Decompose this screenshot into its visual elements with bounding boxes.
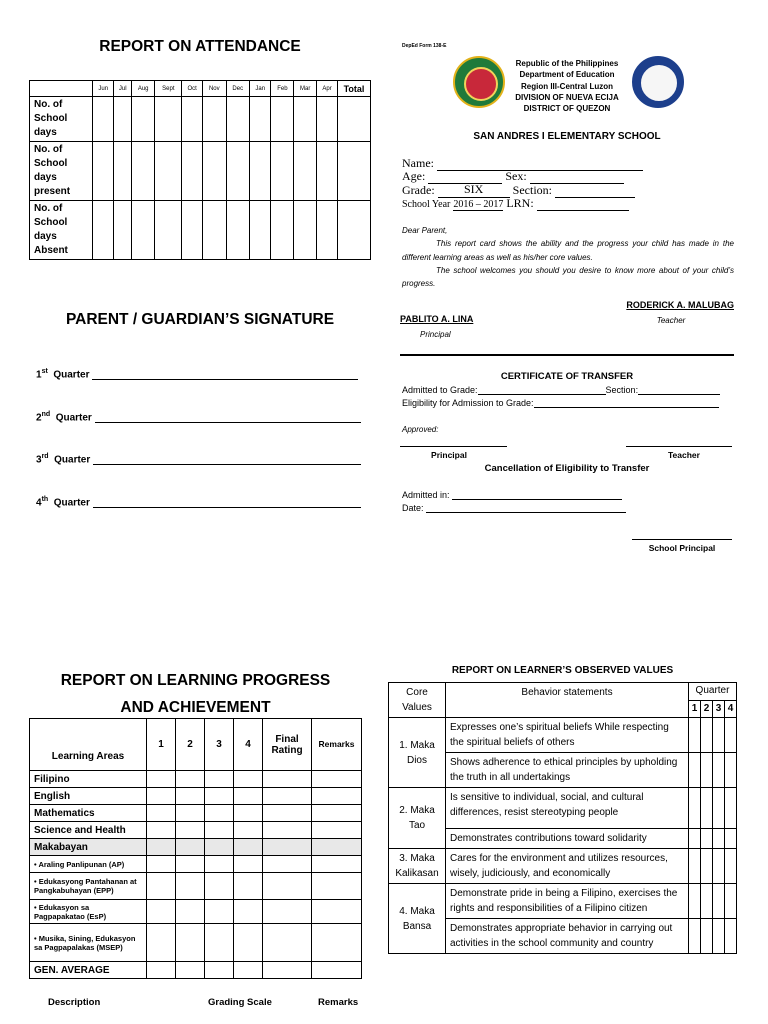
grade-cell[interactable]	[263, 839, 312, 856]
cancellation-title: Cancellation of Eligibility to Transfer	[484, 463, 650, 474]
progress-title: REPORT ON LEARNING PROGRESS AND ACHIEVEMENT	[60, 672, 331, 716]
learning-sub-area: • Araling Panlipunan (AP)	[30, 856, 147, 873]
month-header: Jun	[93, 81, 114, 97]
attendance-cell[interactable]	[338, 142, 371, 201]
signature-field[interactable]	[93, 507, 361, 508]
attendance-cell[interactable]	[182, 142, 203, 201]
grade-cell[interactable]	[147, 805, 176, 822]
grade-cell[interactable]	[234, 839, 263, 856]
school-name: SAN ANDRES I ELEMENTARY SCHOOL	[473, 131, 661, 142]
behavior-header: Behavior statements	[446, 683, 689, 718]
attendance-cell[interactable]	[317, 97, 338, 142]
admitted-in-row: Admitted in:	[402, 490, 622, 500]
attendance-cell[interactable]	[155, 97, 182, 142]
grade-cell[interactable]	[176, 873, 205, 900]
attendance-cell[interactable]	[249, 97, 270, 142]
learning-sub-area: • Edukasyon sa Pagpapakatao (EsP)	[30, 900, 147, 924]
quarter-header: 2	[701, 700, 713, 718]
grade-cell[interactable]	[147, 873, 176, 900]
quarter-header: 4	[234, 719, 263, 771]
remarks-header: Remarks	[312, 719, 362, 771]
month-header: Mar	[294, 81, 317, 97]
grade-cell[interactable]	[312, 788, 362, 805]
core-values-header: Core Values	[389, 683, 446, 718]
learning-sub-area: • Musika, Sining, Edukasyon sa Pagpapalakas (MSEP)	[30, 924, 147, 962]
rating-cell[interactable]	[689, 718, 701, 753]
principal-name: PABLITO A. LINA	[400, 314, 474, 324]
rating-cell[interactable]	[701, 718, 713, 753]
form-code: DepEd Form 138-E	[402, 43, 447, 49]
rating-cell[interactable]	[725, 919, 737, 954]
attendance-cell[interactable]	[131, 142, 155, 201]
quarter-signature-line: 4th Quarter	[36, 496, 361, 508]
month-header: Dec	[226, 81, 249, 97]
grade-cell[interactable]	[176, 771, 205, 788]
grade-cell[interactable]	[205, 839, 234, 856]
grade-cell[interactable]	[312, 873, 362, 900]
rating-cell[interactable]	[701, 919, 713, 954]
core-value: 4. Maka Bansa	[389, 884, 446, 954]
rating-cell[interactable]	[713, 753, 725, 788]
attendance-row-label: No. of School days present	[30, 142, 93, 201]
grade-cell[interactable]	[312, 962, 362, 979]
attendance-cell[interactable]	[294, 142, 317, 201]
behavior-statement: Demonstrates appropriate behavior in carrying out activities in the school community and country	[446, 919, 689, 954]
parent-letter	[402, 224, 734, 290]
grade-cell[interactable]	[312, 771, 362, 788]
school-principal-label: School Principal	[648, 543, 716, 553]
month-header: Jan	[249, 81, 270, 97]
grade-cell[interactable]	[234, 924, 263, 962]
teacher-signature-line[interactable]	[626, 446, 732, 447]
attendance-cell[interactable]	[294, 97, 317, 142]
rating-cell[interactable]	[713, 849, 725, 884]
quarter-header: 2	[176, 719, 205, 771]
attendance-cell[interactable]	[317, 142, 338, 201]
rating-cell[interactable]	[689, 884, 701, 919]
rating-cell[interactable]	[701, 829, 713, 849]
rating-cell[interactable]	[689, 753, 701, 788]
final-rating-header: Final Rating	[263, 719, 312, 771]
grade-cell[interactable]	[205, 924, 234, 962]
rating-cell[interactable]	[689, 788, 701, 829]
grade-field[interactable]: SIX	[438, 182, 510, 198]
rating-cell[interactable]	[701, 788, 713, 829]
signature-title: PARENT / GUARDIAN’S SIGNATURE	[65, 311, 335, 328]
teacher-name: RODERICK A. MALUBAG	[626, 300, 734, 310]
quarter-signature-line: 2nd Quarter	[36, 411, 361, 423]
quarter-header: 3	[205, 719, 234, 771]
attendance-cell[interactable]	[131, 201, 155, 260]
agency-header: Republic of the Philippines Department of Education Region III-Central Luzon DIVISION OF NUEVA ECIJA DISTRICT OF QUEZON	[515, 59, 619, 114]
rating-cell[interactable]	[713, 829, 725, 849]
rating-cell[interactable]	[713, 718, 725, 753]
grade-cell[interactable]	[234, 805, 263, 822]
letter-paragraph: This report card shows the ability and the progress your child has made in the different learning areas as well as his/her core values.	[402, 239, 734, 262]
learning-area: Mathematics	[30, 805, 147, 822]
core-value: 3. Maka Kalikasan	[389, 849, 446, 884]
learning-progress-table	[29, 718, 362, 979]
grade-cell[interactable]	[205, 771, 234, 788]
grade-cell[interactable]	[147, 900, 176, 924]
signature-field[interactable]	[92, 379, 358, 380]
attendance-cell[interactable]	[155, 201, 182, 260]
attendance-cell[interactable]	[93, 97, 114, 142]
attendance-cell[interactable]	[182, 201, 203, 260]
grade-cell[interactable]	[147, 962, 176, 979]
date-field[interactable]	[426, 512, 626, 513]
grade-cell[interactable]	[176, 805, 205, 822]
learning-area: Makabayan	[30, 839, 147, 856]
school-year-row: School Year 2016 – 2017 LRN:	[402, 196, 629, 211]
learning-sub-area: • Edukasyong Pantahanan at Pangkabuhayan (EPP)	[30, 873, 147, 900]
deped-seal-icon	[632, 56, 684, 108]
school-year-field[interactable]: 2016 – 2017	[453, 199, 504, 210]
quarter-header: 1	[147, 719, 176, 771]
attendance-cell[interactable]	[226, 142, 249, 201]
quarter-header: 3	[713, 700, 725, 718]
month-header: Feb	[271, 81, 294, 97]
month-header: Aug	[131, 81, 155, 97]
grade-cell[interactable]	[234, 900, 263, 924]
transfer-title: CERTIFICATE OF TRANSFER	[500, 371, 634, 382]
attendance-title: REPORT ON ATTENDANCE	[99, 38, 301, 55]
rating-cell[interactable]	[689, 849, 701, 884]
admitted-row: Admitted to Grade: Section:	[402, 385, 720, 395]
learning-area: English	[30, 788, 147, 805]
attendance-cell[interactable]	[249, 201, 270, 260]
grade-cell[interactable]	[312, 924, 362, 962]
signature-field[interactable]	[95, 422, 361, 423]
principal-signature-line[interactable]	[400, 446, 507, 447]
quarter-signature-line: 3rd Quarter	[36, 453, 361, 465]
grade-cell[interactable]	[234, 822, 263, 839]
attendance-cell[interactable]	[114, 142, 131, 201]
grade-section-row: Grade: SIX Section:	[402, 182, 635, 198]
quarter-header: 1	[689, 700, 701, 718]
rating-cell[interactable]	[725, 849, 737, 884]
attendance-cell[interactable]	[271, 201, 294, 260]
section-divider	[400, 354, 734, 356]
grade-cell[interactable]	[263, 873, 312, 900]
rating-cell[interactable]	[689, 829, 701, 849]
signature-field[interactable]	[93, 464, 361, 465]
admitted-in-field[interactable]	[452, 499, 622, 500]
learning-area: Science and Health	[30, 822, 147, 839]
attendance-cell[interactable]	[249, 142, 270, 201]
month-header: Jul	[114, 81, 131, 97]
attendance-row-label: No. of School days Absent	[30, 201, 93, 260]
attendance-cell[interactable]	[317, 201, 338, 260]
grade-cell[interactable]	[312, 900, 362, 924]
rating-cell[interactable]	[701, 849, 713, 884]
grade-cell[interactable]	[176, 924, 205, 962]
attendance-cell[interactable]	[93, 142, 114, 201]
core-value: 1. Maka Dios	[389, 718, 446, 788]
grade-cell[interactable]	[147, 856, 176, 873]
rating-cell[interactable]	[725, 829, 737, 849]
grade-cell[interactable]	[147, 771, 176, 788]
attendance-cell[interactable]	[203, 97, 226, 142]
grade-cell[interactable]	[263, 856, 312, 873]
scale-remarks-label: Remarks	[318, 997, 359, 1008]
rating-cell[interactable]	[713, 884, 725, 919]
date-row: Date:	[402, 503, 626, 513]
eligibility-row: Eligibility for Admission to Grade:	[402, 398, 719, 408]
grading-scale-label: Grading Scale	[208, 997, 272, 1008]
approved-label: Approved:	[402, 425, 439, 434]
grade-cell[interactable]	[263, 900, 312, 924]
rating-cell[interactable]	[725, 753, 737, 788]
attendance-cell[interactable]	[271, 142, 294, 201]
grade-cell[interactable]	[312, 839, 362, 856]
grade-cell[interactable]	[312, 856, 362, 873]
grade-cell[interactable]	[147, 839, 176, 856]
month-header: Nov	[203, 81, 226, 97]
learning-area: Filipino	[30, 771, 147, 788]
grade-cell[interactable]	[234, 771, 263, 788]
observed-values-table	[388, 682, 737, 954]
grade-cell[interactable]	[263, 924, 312, 962]
grade-cell[interactable]	[312, 805, 362, 822]
behavior-statement: Expresses one’s spiritual beliefs While respecting the spiritual beliefs of others	[446, 718, 689, 753]
attendance-row-label: No. of School days	[30, 97, 93, 142]
grade-cell[interactable]	[263, 771, 312, 788]
gen-average-label: GEN. AVERAGE	[30, 962, 147, 979]
eligibility-field[interactable]	[534, 407, 719, 408]
grade-cell[interactable]	[205, 788, 234, 805]
grade-cell[interactable]	[263, 962, 312, 979]
grade-cell[interactable]	[176, 856, 205, 873]
attendance-cell[interactable]	[226, 201, 249, 260]
description-label: Description	[48, 997, 101, 1008]
grade-cell[interactable]	[263, 805, 312, 822]
behavior-statement: Demonstrates contributions toward solidarity	[446, 829, 689, 849]
behavior-statement: Is sensitive to individual, social, and cultural differences, resist stereotyping people	[446, 788, 689, 829]
rating-cell[interactable]	[689, 919, 701, 954]
grade-cell[interactable]	[234, 856, 263, 873]
grade-cell[interactable]	[176, 788, 205, 805]
learning-areas-header: Learning Areas	[30, 719, 147, 771]
grade-cell[interactable]	[234, 788, 263, 805]
total-header: Total	[338, 81, 371, 97]
grade-cell[interactable]	[205, 962, 234, 979]
grade-cell[interactable]	[205, 805, 234, 822]
grade-cell[interactable]	[147, 822, 176, 839]
attendance-cell[interactable]	[155, 142, 182, 201]
rating-cell[interactable]	[701, 884, 713, 919]
rating-cell[interactable]	[713, 919, 725, 954]
teacher-role: Teacher	[656, 316, 686, 325]
attendance-cell[interactable]	[114, 201, 131, 260]
age-sex-row: Age: Sex:	[402, 169, 624, 184]
grade-cell[interactable]	[263, 822, 312, 839]
attendance-cell[interactable]	[203, 142, 226, 201]
grade-cell[interactable]	[205, 900, 234, 924]
attendance-cell[interactable]	[271, 97, 294, 142]
rating-cell[interactable]	[725, 884, 737, 919]
attendance-cell[interactable]	[203, 201, 226, 260]
behavior-statement: Shows adherence to ethical principles by upholding the truth in all undertakings	[446, 753, 689, 788]
attendance-cell[interactable]	[131, 97, 155, 142]
letter-salutation: Dear Parent,	[402, 226, 448, 235]
attendance-cell[interactable]	[338, 201, 371, 260]
grade-cell[interactable]	[205, 856, 234, 873]
grade-cell[interactable]	[176, 900, 205, 924]
name-row: Name:	[402, 156, 643, 171]
quarter-group-header: Quarter	[689, 683, 737, 701]
attendance-cell[interactable]	[182, 97, 203, 142]
behavior-statement: Demonstrate pride in being a Filipino, exercises the rights and responsibilities of a Filipino citizen	[446, 884, 689, 919]
attendance-cell[interactable]	[226, 97, 249, 142]
grade-cell[interactable]	[176, 839, 205, 856]
behavior-statement: Cares for the environment and utilizes resources, wisely, judiciously, and economically	[446, 849, 689, 884]
approver-principal-label: Principal	[431, 450, 467, 460]
grade-cell[interactable]	[147, 924, 176, 962]
attendance-cell[interactable]	[294, 201, 317, 260]
principal-role: Principal	[420, 330, 451, 339]
month-header: Sept	[155, 81, 182, 97]
grade-cell[interactable]	[176, 822, 205, 839]
month-header: Oct	[182, 81, 203, 97]
attendance-cell[interactable]	[114, 97, 131, 142]
grade-cell[interactable]	[234, 873, 263, 900]
attendance-cell[interactable]	[338, 97, 371, 142]
letter-paragraph: The school welcomes you should you desire to know more about of your child’s progress.	[402, 265, 734, 289]
grade-cell[interactable]	[312, 822, 362, 839]
rating-cell[interactable]	[725, 788, 737, 829]
school-principal-signature-line[interactable]	[632, 539, 732, 540]
attendance-table	[29, 80, 371, 260]
quarter-header: 4	[725, 700, 737, 718]
month-header: Apr	[317, 81, 338, 97]
rating-cell[interactable]	[701, 753, 713, 788]
admitted-grade-field[interactable]	[478, 394, 606, 395]
grade-cell[interactable]	[234, 962, 263, 979]
grade-cell[interactable]	[176, 962, 205, 979]
quarter-signature-line: 1st Quarter	[36, 368, 358, 380]
grade-cell[interactable]	[147, 788, 176, 805]
grade-cell[interactable]	[205, 822, 234, 839]
deped-region-seal-icon	[453, 56, 505, 108]
approver-teacher-label: Teacher	[668, 450, 700, 460]
core-value: 2. Maka Tao	[389, 788, 446, 849]
attendance-cell[interactable]	[93, 201, 114, 260]
values-title: REPORT ON LEARNER’S OBSERVED VALUES	[451, 665, 674, 676]
grade-cell[interactable]	[205, 873, 234, 900]
transfer-section-field[interactable]	[638, 394, 720, 395]
lrn-field[interactable]	[537, 210, 629, 211]
rating-cell[interactable]	[725, 718, 737, 753]
rating-cell[interactable]	[713, 788, 725, 829]
grade-cell[interactable]	[263, 788, 312, 805]
